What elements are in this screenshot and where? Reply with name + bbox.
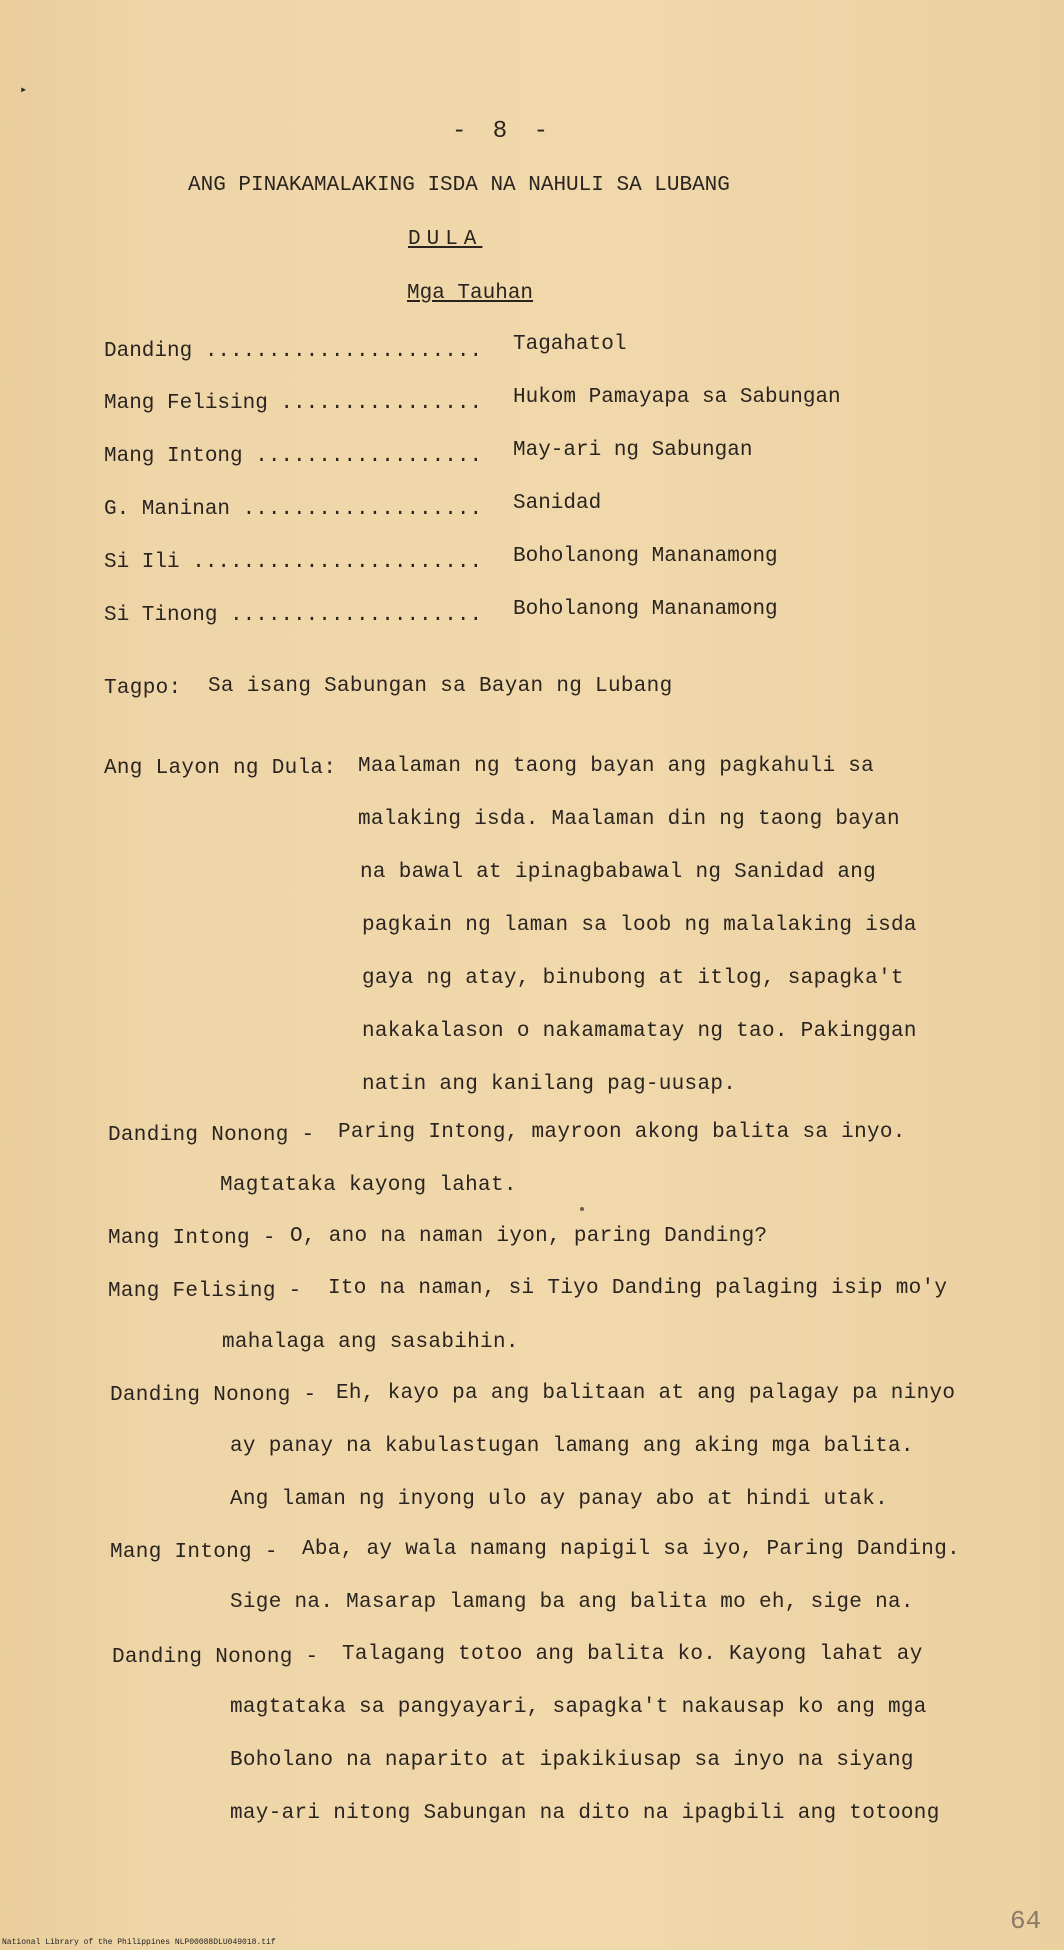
- purpose-line: malaking isda. Maalaman din ng taong bayan: [358, 808, 900, 831]
- purpose-line: nakakalason o nakamamatay ng tao. Pakinggan: [362, 1020, 917, 1043]
- purpose-line: pagkain ng laman sa loob ng malalaking isda: [362, 914, 917, 937]
- dialogue-line: Sige na. Masarap lamang ba ang balita mo eh, sige na.: [230, 1591, 914, 1614]
- cast-name: Mang Felising ................: [104, 392, 483, 415]
- cast-role: Tagahatol: [513, 333, 627, 356]
- purpose-line: gaya ng atay, binubong at itlog, sapagka't: [362, 967, 904, 990]
- cast-role: Hukom Pamayapa sa Sabungan: [513, 386, 841, 409]
- setting-label: Tagpo:: [104, 677, 182, 700]
- dialogue-line: mahalaga ang sasabihin.: [222, 1331, 519, 1354]
- dialogue-line: O, ano na naman iyon, paring Danding?: [290, 1225, 768, 1248]
- dialogue-line: may-ari nitong Sabungan na dito na ipagbili ang totoong: [230, 1802, 940, 1825]
- speaker-name: Danding Nonong -: [108, 1124, 315, 1147]
- cast-heading: Mga Tauhan: [407, 282, 534, 305]
- cast-role: Boholanong Mananamong: [513, 598, 778, 621]
- purpose-line: na bawal at ipinagbabawal ng Sanidad ang: [360, 861, 877, 884]
- dialogue-line: Aba, ay wala namang napigil sa iyo, Paring Danding.: [302, 1538, 961, 1561]
- speaker-name: Danding Nonong -: [110, 1384, 317, 1407]
- cast-name: Si Ili .......................: [104, 551, 483, 574]
- setting-text: Sa isang Sabungan sa Bayan ng Lubang: [208, 675, 673, 698]
- archive-footer-label: National Library of the Philippines NLP00088DLU049018.tif: [2, 1938, 276, 1947]
- speaker-name: Mang Intong -: [110, 1541, 278, 1564]
- dialogue-line: Ito na naman, si Tiyo Danding palaging isip mo'y: [328, 1277, 948, 1300]
- cast-role: Sanidad: [513, 492, 602, 515]
- cast-name: Danding ......................: [104, 340, 483, 363]
- dialogue-line: Ang laman ng inyong ulo ay panay abo at hindi utak.: [230, 1488, 889, 1511]
- ink-speck: [580, 1207, 584, 1211]
- cast-name: Si Tinong ....................: [104, 604, 483, 627]
- speaker-name: Mang Intong -: [108, 1227, 276, 1250]
- dialogue-line: Boholano na naparito at ipakikiusap sa inyo na siyang: [230, 1749, 914, 1772]
- dialogue-line: Magtataka kayong lahat.: [220, 1174, 517, 1197]
- speaker-name: Danding Nonong -: [112, 1646, 319, 1669]
- purpose-line: natin ang kanilang pag-uusap.: [362, 1073, 737, 1096]
- dialogue-line: Paring Intong, mayroon akong balita sa inyo.: [338, 1121, 906, 1144]
- dialogue-line: Eh, kayo pa ang balitaan at ang palagay pa ninyo: [336, 1382, 956, 1405]
- dialogue-line: ay panay na kabulastugan lamang ang aking mga balita.: [230, 1435, 914, 1458]
- play-subtitle: DULA: [408, 228, 483, 251]
- purpose-label: Ang Layon ng Dula:: [104, 757, 337, 780]
- speaker-name: Mang Felising -: [108, 1280, 302, 1303]
- dialogue-line: Talagang totoo ang balita ko. Kayong lahat ay: [342, 1643, 923, 1666]
- cast-name: G. Maninan ...................: [104, 498, 483, 521]
- play-title: ANG PINAKAMALAKING ISDA NA NAHULI SA LUBANG: [188, 174, 730, 197]
- handwritten-page-mark: 64: [1010, 1906, 1042, 1936]
- cast-role: May-ari ng Sabungan: [513, 439, 753, 462]
- margin-mark: ▸: [20, 83, 28, 97]
- dialogue-line: magtataka sa pangyayari, sapagka't nakausap ko ang mga: [230, 1696, 927, 1719]
- cast-role: Boholanong Mananamong: [513, 545, 778, 568]
- cast-name: Mang Intong ..................: [104, 445, 483, 468]
- page-number: - 8 -: [452, 118, 555, 145]
- purpose-line: Maalaman ng taong bayan ang pagkahuli sa: [358, 755, 875, 778]
